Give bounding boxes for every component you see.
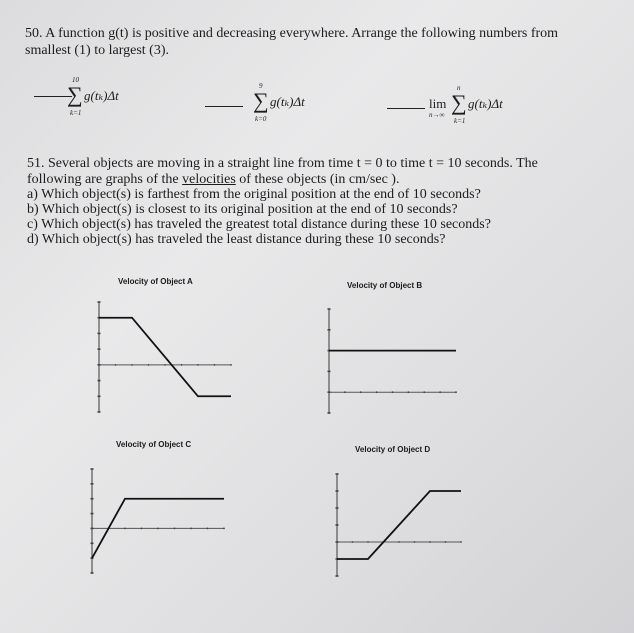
graph-a-x-tick bbox=[164, 364, 166, 366]
graph-d-x-tick bbox=[367, 541, 369, 543]
q51-line2-b: of these objects (in cm/sec ). bbox=[235, 172, 400, 187]
sum3-lim-sub: n→∞ bbox=[429, 111, 445, 119]
graph-c-x-tick bbox=[141, 528, 143, 530]
sum3-lower: k=1 bbox=[454, 117, 466, 125]
graph-object-d bbox=[333, 470, 465, 580]
graph-b-x-tick bbox=[423, 391, 425, 393]
sum2-lower: k=0 bbox=[255, 115, 267, 123]
graph-b-x-tick bbox=[407, 391, 409, 393]
graph-a-x-tick bbox=[181, 364, 183, 366]
graph-c-x-tick bbox=[124, 528, 126, 530]
graph-b-x-tick bbox=[392, 391, 394, 393]
sum3-upper: n bbox=[457, 84, 461, 92]
sum3-lim: lim bbox=[429, 96, 447, 111]
sum1-lower: k=1 bbox=[70, 109, 82, 117]
sum3-sigma: ∑ bbox=[451, 90, 467, 115]
graph-d-x-tick bbox=[414, 541, 416, 543]
graph-b-x-tick bbox=[360, 391, 362, 393]
graph-c-x-tick bbox=[174, 528, 176, 530]
graph-d-x-tick bbox=[460, 541, 462, 543]
graph-object-a bbox=[95, 298, 235, 416]
graph-a-x-tick bbox=[230, 364, 232, 366]
q51-part-a: a) Which object(s) is farthest from the original position at the end of 10 seconds? bbox=[27, 187, 481, 202]
graph-d-x-tick bbox=[429, 541, 431, 543]
q51-line1: 51. Several objects are moving in a straight line from time t = 0 to time t = 10 seconds. The bbox=[27, 156, 538, 171]
graph-a-x-tick bbox=[115, 364, 117, 366]
graph-a-x-tick bbox=[131, 364, 133, 366]
graph-b-x-tick bbox=[344, 391, 346, 393]
graph-b-x-tick bbox=[455, 391, 457, 393]
q51-part-b: b) Which object(s) is closest to its original position at the end of 10 seconds? bbox=[27, 202, 458, 217]
graph-object-b bbox=[325, 305, 460, 417]
sum2-sigma: ∑ bbox=[253, 88, 269, 113]
graph-c-x-tick bbox=[190, 528, 192, 530]
q51-line2-a: following are graphs of the bbox=[27, 172, 183, 187]
graph-d-title: Velocity of Object D bbox=[355, 445, 431, 454]
graph-d-x-tick bbox=[445, 541, 447, 543]
q51-line2 bbox=[27, 172, 399, 188]
graph-d-x-tick bbox=[352, 541, 354, 543]
graph-b-x-tick bbox=[376, 391, 378, 393]
q50-line1 bbox=[25, 26, 558, 42]
q51-part-c: c) Which object(s) has traveled the greatest total distance during these 10 seconds? bbox=[27, 217, 491, 232]
sum1-upper: 10 bbox=[72, 76, 79, 84]
graph-d-x-tick bbox=[398, 541, 400, 543]
graph-c-x-tick bbox=[157, 528, 159, 530]
sum2-upper: 9 bbox=[259, 82, 263, 90]
graph-a-x-tick bbox=[197, 364, 199, 366]
graph-b-x-tick bbox=[439, 391, 441, 393]
graph-d-velocity-line bbox=[337, 491, 461, 559]
answer-blank-3[interactable] bbox=[387, 108, 425, 109]
q50-line2: smallest (1) to largest (3). bbox=[25, 43, 169, 58]
q50-text: A function g(t) is positive and decreasing everywhere. Arrange the following numbers from bbox=[45, 26, 559, 41]
sum1-sigma: ∑ bbox=[67, 82, 83, 107]
q51-velocities-word: velocities bbox=[182, 172, 236, 187]
q50-sum-row bbox=[0, 78, 634, 128]
q51-part-d: d) Which object(s) has traveled the least distance during these 10 seconds? bbox=[27, 232, 446, 247]
graph-object-c bbox=[88, 465, 228, 577]
graph-b-title: Velocity of Object B bbox=[347, 281, 423, 290]
q50-number: 50. bbox=[25, 26, 43, 41]
graph-c-x-tick bbox=[207, 528, 209, 530]
graph-c-x-tick bbox=[223, 528, 225, 530]
sum3-term: g(tₖ)Δt bbox=[468, 96, 503, 111]
graph-a-x-tick bbox=[148, 364, 150, 366]
graph-a-x-tick bbox=[214, 364, 216, 366]
graph-c-title: Velocity of Object C bbox=[116, 440, 192, 449]
answer-blank-2[interactable] bbox=[205, 106, 243, 107]
sum1-term: g(tₖ)Δt bbox=[84, 88, 119, 103]
graph-a-title: Velocity of Object A bbox=[118, 277, 193, 286]
graph-a-velocity-line bbox=[99, 318, 231, 397]
sum2-term: g(tₖ)Δt bbox=[270, 94, 305, 109]
